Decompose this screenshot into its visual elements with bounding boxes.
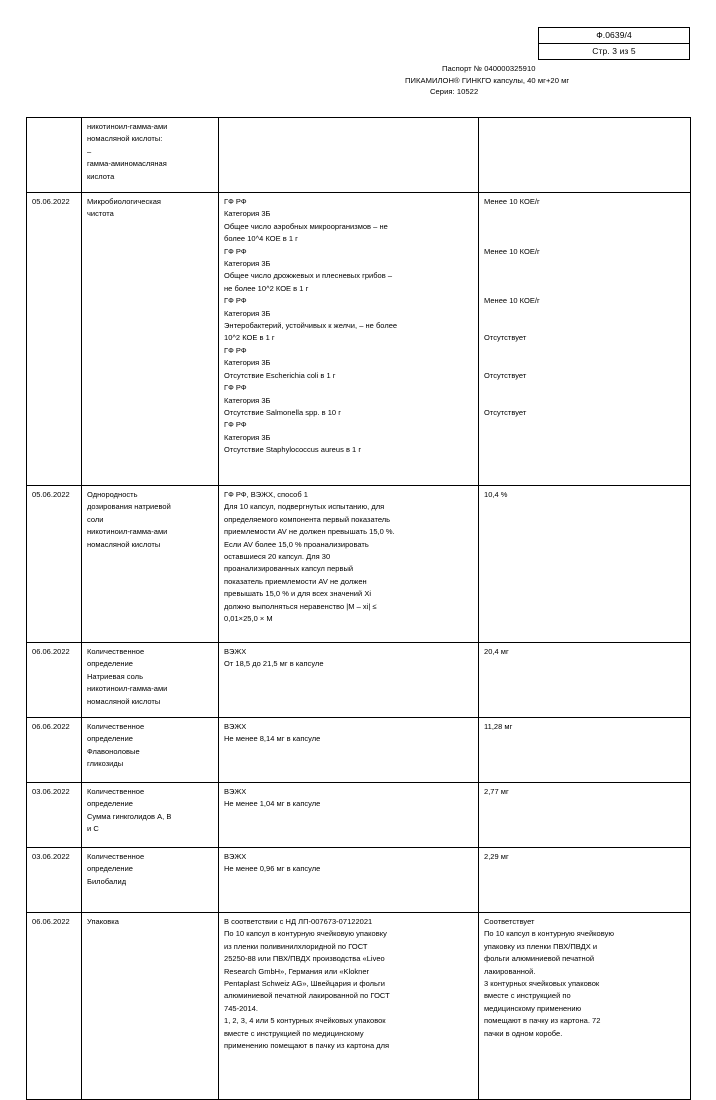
cell-text-line: Менее 10 КОЕ/г xyxy=(484,246,540,256)
cell-text-line: медицинскому применению xyxy=(484,1003,582,1013)
cell-text-line: Менее 10 КОЕ/г xyxy=(484,296,540,306)
cell-parameter xyxy=(82,118,219,193)
cell-requirement xyxy=(219,193,479,486)
cell-text-line: Количественное xyxy=(87,787,145,796)
cell-requirement xyxy=(219,643,479,718)
cell-text-line: Не менее 8,14 мг в капсуле xyxy=(224,734,321,744)
series-number: Серия: 10522 xyxy=(430,87,479,96)
cell-text-line: приемлемости AV не должен превышать 15,0 %. xyxy=(224,527,395,537)
cell-requirement xyxy=(219,783,479,848)
cell-text-line: Сумма гинкголидов А, В xyxy=(87,811,172,821)
cell-text-line: ГФ РФ, ВЭЖХ, способ 1 xyxy=(224,490,308,499)
cell-parameter xyxy=(82,643,219,718)
cell-text-line: кислота xyxy=(87,171,115,181)
cell-text-line: 06.06.2022 xyxy=(32,722,70,731)
cell-text-line: Pentaplast Schweiz AG», Швейцария и фольги xyxy=(224,979,385,989)
cell-text-line: 20,4 мг xyxy=(484,647,509,656)
form-code-box xyxy=(538,27,690,60)
cell-text-line: Категория 3Б xyxy=(224,259,271,269)
cell-result xyxy=(479,913,691,1100)
cell-text-line: ГФ РФ xyxy=(224,420,247,430)
cell-text-line: ГФ РФ xyxy=(224,197,247,206)
cell-result xyxy=(479,486,691,643)
table-row xyxy=(27,643,691,718)
cell-requirement xyxy=(219,718,479,783)
cell-date xyxy=(27,718,82,783)
table-row xyxy=(27,848,691,913)
cell-text-line: ГФ РФ xyxy=(224,246,247,256)
cell-text-line: из пленки поливинилхлоридной по ГОСТ xyxy=(224,941,368,951)
cell-text-line: 06.06.2022 xyxy=(32,647,70,656)
cell-text-line: алюминиевой печатной лакированной по ГОСТ xyxy=(224,991,390,1001)
cell-text-line: Категория 3Б xyxy=(224,308,271,318)
cell-text-line: 03.06.2022 xyxy=(32,787,70,796)
cell-text-line: Категория 3Б xyxy=(224,395,271,405)
cell-text-line: ВЭЖХ xyxy=(224,852,247,861)
passport-number: Паспорт № 040000325910 xyxy=(442,64,536,73)
product-name: ПИКАМИЛОН® ГИНКГО капсулы, 40 мг+20 мг xyxy=(405,75,570,85)
cell-text-line: Отсутствие Salmonella spp. в 10 г xyxy=(224,407,341,417)
cell-requirement xyxy=(219,486,479,643)
cell-result xyxy=(479,193,691,486)
table-row xyxy=(27,193,691,486)
cell-text-line: 25250-88 или ПВХ/ПВДХ производства «Liveo xyxy=(224,954,385,964)
cell-text-line: чистота xyxy=(87,209,114,219)
cell-text-line: превышать 15,0 % и для всех значений Xi xyxy=(224,589,372,599)
cell-parameter xyxy=(82,913,219,1100)
cell-text-line: не более 10^2 КОЕ в 1 г xyxy=(224,283,309,293)
cell-text-line: ВЭЖХ xyxy=(224,722,247,731)
cell-text-line: Отсутствие Escherichia coli в 1 г xyxy=(224,370,336,380)
table-row xyxy=(27,718,691,783)
cell-text-line: От 18,5 до 21,5 мг в капсуле xyxy=(224,659,324,669)
cell-text-line: номасляной кислоты xyxy=(87,539,161,549)
cell-text-line: 10,4 % xyxy=(484,490,508,499)
cell-parameter xyxy=(82,783,219,848)
cell-text-line: гликозиды xyxy=(87,759,124,769)
cell-parameter xyxy=(82,718,219,783)
cell-text-line: Однородность xyxy=(87,490,138,499)
cell-text-line: 06.06.2022 xyxy=(32,917,70,926)
cell-text-line: показатель приемлемости AV не должен xyxy=(224,576,367,586)
cell-text-line: должно выполняться неравенство |M – xi| ≤ xyxy=(224,601,377,611)
cell-text-line: Флавоноловые xyxy=(87,746,140,756)
cell-text-line: Упаковка xyxy=(87,917,119,926)
cell-text-line: Категория 3Б xyxy=(224,358,271,368)
cell-text-line: номасляной кислоты xyxy=(87,696,161,706)
cell-text-line: Количественное xyxy=(87,852,145,861)
cell-text-line: более 10^4 КОЕ в 1 г xyxy=(224,234,298,244)
table-row xyxy=(27,118,691,193)
cell-text-line: применению помещают в пачку из картона для xyxy=(224,1041,390,1051)
table-row xyxy=(27,486,691,643)
cell-text-line: оставшиеся 20 капсул. Для 30 xyxy=(224,552,331,562)
cell-text-line: Отсутствует xyxy=(484,370,527,380)
cell-text-line: никотиноил-гамма-ами xyxy=(87,122,168,131)
cell-date xyxy=(27,193,82,486)
cell-text-line: Категория 3Б xyxy=(224,209,271,219)
cell-text-line: определение xyxy=(87,799,133,809)
cell-date xyxy=(27,486,82,643)
cell-text-line: ГФ РФ xyxy=(224,345,247,355)
cell-text-line: ВЭЖХ xyxy=(224,787,247,796)
cell-result xyxy=(479,718,691,783)
cell-parameter xyxy=(82,848,219,913)
cell-text-line: 745-2014. xyxy=(224,1003,258,1013)
cell-text-line: Для 10 капсул, подвергнутых испытанию, для xyxy=(224,502,385,512)
cell-text-line: и С xyxy=(87,824,99,834)
form-code-value: Ф.0639/4 xyxy=(539,28,689,44)
cell-text-line: Количественное xyxy=(87,647,145,656)
cell-text-line: никотиноил-гамма-ами xyxy=(87,684,168,694)
cell-text-line: 10^2 КОЕ в 1 г xyxy=(224,333,275,343)
analysis-results-table xyxy=(26,117,691,1100)
cell-text-line: Общее число дрожжевых и плесневых грибов – xyxy=(224,271,393,281)
table-row xyxy=(27,913,691,1100)
cell-date xyxy=(27,913,82,1100)
cell-text-line: фольги алюминиевой печатной xyxy=(484,954,595,964)
cell-text-line: Не менее 1,04 мг в капсуле xyxy=(224,799,321,809)
cell-text-line: По 10 капсул в контурную ячейковую упаковку xyxy=(224,929,387,939)
passport-info-block xyxy=(290,63,690,98)
cell-result xyxy=(479,848,691,913)
cell-text-line: Общее число аэробных микроорганизмов – не xyxy=(224,221,388,231)
cell-text-line: – xyxy=(87,146,92,156)
cell-requirement xyxy=(219,913,479,1100)
cell-text-line: Если AV более 15,0 % проанализировать xyxy=(224,539,369,549)
cell-text-line: проанализированных капсул первый xyxy=(224,564,354,574)
cell-result xyxy=(479,783,691,848)
cell-text-line: Отсутствует xyxy=(484,407,527,417)
cell-text-line: Билобалид xyxy=(87,876,127,886)
cell-date xyxy=(27,643,82,718)
cell-text-line: 11,28 мг xyxy=(484,722,513,731)
cell-date xyxy=(27,118,82,193)
cell-date xyxy=(27,783,82,848)
cell-text-line: соли xyxy=(87,514,104,524)
cell-text-line: Research GmbH», Германия или «Klokner xyxy=(224,966,370,976)
cell-text-line: номасляной кислоты: xyxy=(87,134,163,144)
cell-text-line: определение xyxy=(87,864,133,874)
cell-parameter xyxy=(82,193,219,486)
cell-text-line: дозирования натриевой xyxy=(87,502,171,512)
cell-text-line: пачки в одном коробе. xyxy=(484,1028,563,1038)
cell-text-line: Отсутствие Staphylococcus aureus в 1 г xyxy=(224,445,362,455)
cell-text-line: гамма-аминомасляная xyxy=(87,159,167,169)
cell-text-line: Количественное xyxy=(87,722,145,731)
cell-result xyxy=(479,118,691,193)
cell-text-line: вместе с инструкцией по медицинскому xyxy=(224,1028,364,1038)
cell-text-line: Соответствует xyxy=(484,917,535,926)
cell-text-line: Менее 10 КОЕ/г xyxy=(484,197,540,206)
page-number-label: Стр. 3 из 5 xyxy=(592,46,636,56)
table-row xyxy=(27,783,691,848)
cell-text-line: Категория 3Б xyxy=(224,432,271,442)
cell-text-line: 2,77 мг xyxy=(484,787,509,796)
cell-text-line: вместе с инструкцией по xyxy=(484,991,571,1001)
cell-text-line: Не менее 0,96 мг в капсуле xyxy=(224,864,321,874)
cell-text-line: 2,29 мг xyxy=(484,852,509,861)
cell-text-line: упаковку из пленки ПВХ/ПВДХ и xyxy=(484,941,598,951)
cell-text-line: 05.06.2022 xyxy=(32,490,70,499)
cell-text-line: никотиноил-гамма-ами xyxy=(87,527,168,537)
cell-text-line: ГФ РФ xyxy=(224,296,247,306)
cell-text-line: 05.06.2022 xyxy=(32,197,70,206)
cell-text-line: ГФ РФ xyxy=(224,383,247,393)
cell-text-line: Отсутствует xyxy=(484,333,527,343)
cell-text-line: лакированной. xyxy=(484,966,536,976)
cell-text-line: определение xyxy=(87,734,133,744)
cell-result xyxy=(479,643,691,718)
cell-text-line: По 10 капсул в контурную ячейковую xyxy=(484,929,614,939)
cell-text-line: помещают в пачку из картона. 72 xyxy=(484,1016,601,1026)
cell-requirement xyxy=(219,848,479,913)
cell-text-line: 1, 2, 3, 4 или 5 контурных ячейковых упаковок xyxy=(224,1016,386,1026)
cell-text-line: ВЭЖХ xyxy=(224,647,247,656)
cell-text-line: 0,01×25,0 × M xyxy=(224,614,273,624)
cell-text-line: определяемого компонента первый показатель xyxy=(224,514,391,524)
cell-text-line: Энтеробактерий, устойчивых к желчи, – не более xyxy=(224,321,398,331)
cell-text-line: 3 контурных ячейковых упаковок xyxy=(484,979,600,989)
cell-date xyxy=(27,848,82,913)
cell-text-line: определение xyxy=(87,659,133,669)
cell-requirement xyxy=(219,118,479,193)
cell-text-line: В соответствии с НД ЛП-007673-07122021 xyxy=(224,917,373,926)
cell-parameter xyxy=(82,486,219,643)
cell-text-line: 03.06.2022 xyxy=(32,852,70,861)
cell-text-line: Натриевая соль xyxy=(87,671,144,681)
cell-text-line: Микробиологическая xyxy=(87,197,161,206)
